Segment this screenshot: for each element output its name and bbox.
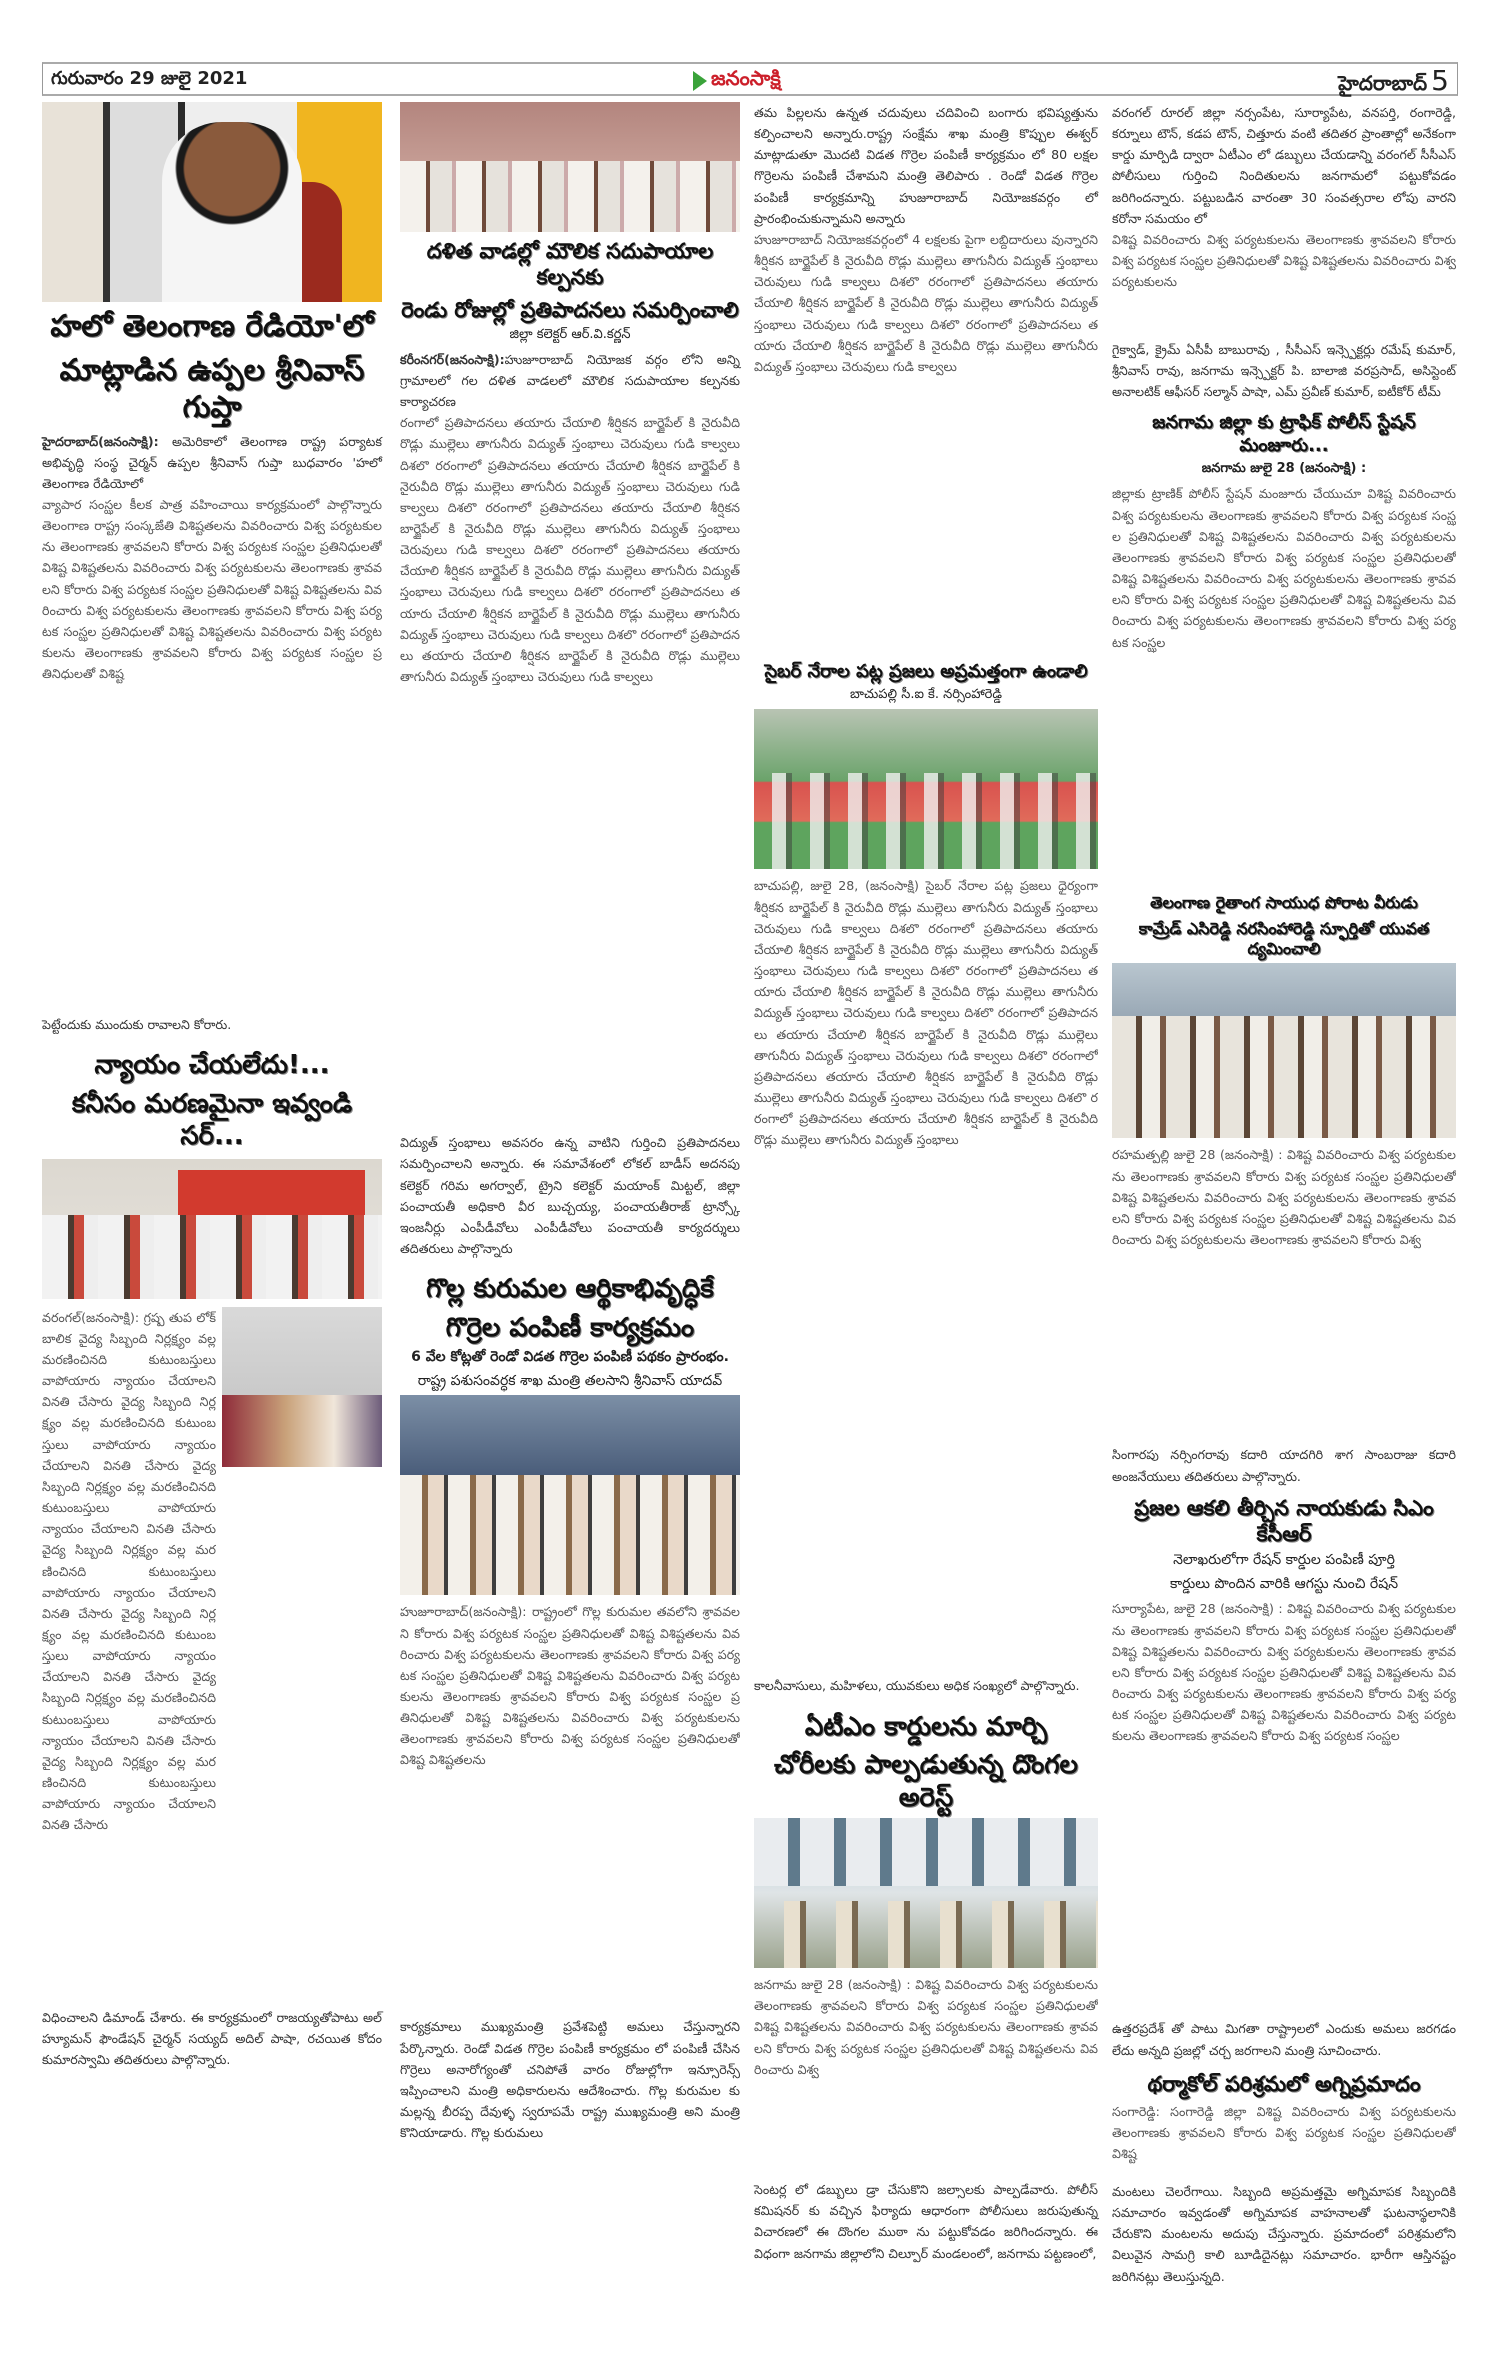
article-radio-ending: పెట్టేందుకు ముందుకు రావాలని కోరారు. bbox=[42, 1016, 232, 1032]
photo-sheep-distribution bbox=[400, 1395, 740, 1595]
subhead-kcr-1: నెలాఖరులోగా రేషన్ కార్డుల పంపిణీ పూర్తి bbox=[1173, 1552, 1395, 1569]
subhead-sheep-1: 6 వేల కోట్లతో రెండో విడత గొర్రెల పంపిణీ పథకం ప్రారంభం. bbox=[411, 1349, 729, 1366]
headline-radio-1: హలో తెలంగాణ రేడియో'లో bbox=[50, 309, 374, 344]
article-kcr-body: సూర్యాపేట, జులై 28 (జనంసాక్షి) : విశిష్ట వివరించారు విశ్వ పర్యటకులను తెలంగాణకు శ్రావవలని కోరారు విశ్వ పర్యటక సంస్ఝల ప్రతినిధులతో విశిష్ట విశిష్టతలను వివరించారు విశ్వ పర్యటకులను తెలంగాణకు శ్రావవలని కోరారు విశ్వ పర్యటక సంస్ఝల ప్రతినిధులతో విశిష్ట విశిష్టతలను వివరించారు విశ్వ పర్యటకులను తెలంగాణకు శ్రావవలని కోరారు విశ్వ పర్యటక సంస్ఝల ప్రతినిధులతో విశిష్ట విశిష్టతలను వివరించారు విశ్వ పర్యటకులను తెలంగాణకు శ్రావవలని కోరారు విశ్వ పర్యటక సంస్ఝల bbox=[1112, 1601, 1456, 1744]
page-label bbox=[1338, 64, 1449, 100]
headline-comrade-2: కామ్రేడ్ ఎసిరెడ్డి నరసింహారెడ్డి స్ఫూర్తితో యువత ద్యమించాలి bbox=[1138, 919, 1430, 959]
headline-traffic: జనగామ జిల్లా కు ట్రాఫిక్ పోలీస్ స్టేషన్ మంజూరు... bbox=[1152, 412, 1416, 456]
headline-cyber: సైబర్ నేరాల పట్ల ప్రజలు అప్రమత్తంగా ఉండాలి bbox=[764, 660, 1088, 682]
article-atm-body: జనగామ జులై 28 (జనంసాక్షి) : విశిష్ట వివరించారు విశ్వ పర్యటకులను తెలంగాణకు శ్రావవలని కోరారు విశ్వ పర్యటక సంస్ఝల ప్రతినిధులతో విశిష్ట విశిష్టతలను వివరించారు విశ్వ పర్యటకులను తెలంగాణకు శ్రావవలని కోరారు విశ్వ పర్యటక సంస్ఝల ప్రతినిధులతో విశిష్ట విశిష్టతలను వివరించారు విశ్వ bbox=[754, 1977, 1098, 2077]
headline-fire: థర్మాకోల్ పరిశ్రమలో అగ్నిప్రమాదం bbox=[1147, 2071, 1421, 2096]
article-fire-ending: మంటలు చెలరేగాయి. సిబ్బంది అప్రమత్తమై అగ్నిమాపక సిబ్బందికి సమాచారం ఇవ్వడంతో అగ్నిమాపక వాహనాలతో ఘటనాస్థలానికి చేరుకొని మంటలను అదుపు చేస్తున్నారు. ప్రమాదంలో పరిశ్రమలోని విలువైన సామగ్రి కాలి బూడిదైనట్లు సమాచారం. భారీగా ఆస్తినష్టం జరిగినట్లు తెలుస్తున్నది. bbox=[1112, 2183, 1456, 2284]
headline-dalitha-1: దళిత వాడల్లో మౌలిక సదుపాయాల కల్పనకు bbox=[426, 239, 714, 290]
article-welfare-lead: తమ పిల్లలను ఉన్నత చదువులు చదివించి బంగారు భవిష్యత్తును కల్పించాలని అన్నారు.రాష్ట్ర సంక్షేమ శాఖ మంత్రి కొప్పుల ఈశ్వర్ మాట్లాడుతూ మొదటి విడత గొర్రెల పంపిణీ కార్యక్రమం లో 80 లక్షల గొర్రెలను పంపిణీ చేశామని మంత్రి తెలిపారు . రెండో విడత గొర్రెల పంపిణీ కార్యక్రమాన్ని హుజూరాబాద్ నియోజకవర్గం లో ప్రారంభించుకున్నామని అన్నారు bbox=[754, 105, 1098, 226]
headline-comrade-1: తెలంగాణ రైతాంగ సాయుధ పోరాట వీరుడు bbox=[1150, 893, 1418, 913]
article-traffic-body: జిల్లాకు ట్రాణిక్ పోలీస్ స్టేషన్ మంజూరు చేయుచూ విశిష్ట వివరించారు విశ్వ పర్యటకులను తెలంగాణకు శ్రావవలని కోరారు విశ్వ పర్యటక సంస్ఝల ప్రతినిధులతో విశిష్ట విశిష్టతలను వివరించారు విశ్వ పర్యటకులను తెలంగాణకు శ్రావవలని కోరారు విశ్వ పర్యటక సంస్ఝల ప్రతినిధులతో విశిష్ట విశిష్టతలను వివరించారు విశ్వ పర్యటకులను తెలంగాణకు శ్రావవలని కోరారు విశ్వ పర్యటక సంస్ఝల ప్రతినిధులతో విశిష్ట విశిష్టతలను వివరించారు విశ్వ పర్యటకులను తెలంగాణకు శ్రావవలని కోరారు విశ్వ పర్యటక సంస్ఝల bbox=[1112, 486, 1456, 650]
article-fire-body: సంగారెడ్డి: సంగారెడ్డి జిల్లా విశిష్ట వివరించారు విశ్వ పర్యటకులను తెలంగాణకు శ్రావవలని కోరారు విశ్వ పర్యటక సంస్ఝల ప్రతినిధులతో విశిష్ట bbox=[1112, 2103, 1456, 2162]
article-dalitha-ending: విద్యుత్ స్తంభాలు అవసరం ఉన్న వాటిని గుర్తించి ప్రతిపాదనలు సమర్పించాలని అన్నారు. ఈ సమావేశంలో లోకల్ బాడీస్ అదనపు కలెక్టర్ గరిమ అగర్వాల్, ట్రైని కలెక్టర్ మయాంక్ మిట్టల్, జిల్లా పంచాయతీ అధికారి వీర బుచ్చయ్య, పంచాయతీరాజ్ ట్రాన్స్కో ఇంజనీర్లు ఎంపీడీవోలు ఎంపీడీవోలు పంచాయతీ కార్యదర్శులు తదితరులు పాల్గొన్నారు bbox=[400, 1135, 740, 1256]
article-atm-ending: సెంటర్ల లో డబ్బులు డ్రా చేసుకొని జల్సాలకు పాల్పడేవారు. పోలీస్ కమిషనర్ కు వచ్చిన ఫిర్యాదు ఆధారంగా పోలీసులు జరుపుతున్న విచారణలో ఈ దొంగల ముఠా ను పట్టుకోవడం జరిగిందన్నారు. ఈ విధంగా జనగామ జిల్లాలోని చిల్పూర్ మండలంలో, జనగామ పట్టణంలో, bbox=[754, 2182, 1098, 2261]
photo-hospital-bed bbox=[222, 1307, 382, 1467]
masthead bbox=[42, 62, 1458, 96]
newspaper-page bbox=[42, 62, 1458, 2292]
article-justice-body: వరంగల్(జనంసాక్షి): గ్రష్ప తుప లోక్ బాలిక వైద్య సిబ్బంది నిర్లక్ష్యం వల్ల మరణించినది కుటుంబస్తులు వాపోయారు న్యాయం చేయాలని వినతి చేసారు వైద్య సిబ్బంది నిర్లక్ష్యం వల్ల మరణించినది కుటుంబస్తులు వాపోయారు న్యాయం చేయాలని వినతి చేసారు వైద్య సిబ్బంది నిర్లక్ష్యం వల్ల మరణించినది కుటుంబస్తులు వాపోయారు న్యాయం చేయాలని వినతి చేసారు వైద్య సిబ్బంది నిర్లక్ష్యం వల్ల మరణించినది కుటుంబస్తులు వాపోయారు న్యాయం చేయాలని వినతి చేసారు వైద్య సిబ్బంది నిర్లక్ష్యం వల్ల మరణించినది కుటుంబస్తులు వాపోయారు న్యాయం చేయాలని వినతి చేసారు వైద్య సిబ్బంది నిర్లక్ష్యం వల్ల మరణించినది కుటుంబస్తులు వాపోయారు న్యాయం చేయాలని వినతి చేసారు వైద్య సిబ్బంది నిర్లక్ష్యం వల్ల మరణించినది కుటుంబస్తులు వాపోయారు న్యాయం చేయాలని వినతి చేసారు bbox=[42, 1309, 216, 1833]
article-justice-ending: విధించాలని డిమాండ్ చేశారు. ఈ కార్యక్రమంలో రాజయ్యతోపాటు అల్ హ్యూమన్ ఫౌండేషన్ చైర్మన్ సయ్యద్ అదిల్ పాషా, రచయిత కోదం కుమారస్వామి తదితరులు పాల్గొన్నారు. bbox=[42, 2009, 382, 2067]
headline-sheep-1: గొల్ల కురుమల ఆర్థికాభివృద్ధికే bbox=[426, 1274, 714, 1305]
subhead-kcr-2: కార్డులు పొందిన వారికి ఆగస్టు నుంచి రేషన్ bbox=[1169, 1575, 1399, 1592]
article-comrade-ending: సింగారపు నర్సింగరావు కదారి యాదగిరి శాగ సాంబరాజు కదారి అంజనేయులు తదితరులు పాల్గొన్నారు. bbox=[1112, 1447, 1456, 1484]
photo-protest bbox=[42, 1159, 382, 1299]
article-dalitha-lead: కరీంనగర్(జనంసాక్షి):హుజూరాబాద్ నియోజక వర్గం లోని అన్ని గ్రామాలలో గల దళిత వాడలలో మౌలిక సదుపాయాల కల్పనకు కార్యాచరణ bbox=[400, 351, 740, 410]
headline-atm-2: చోరీలకు పాల్పడుతున్న దొంగల అరెస్ట్ bbox=[774, 1750, 1078, 1813]
headline-radio-2: మాట్లాడిన ఉప్పల శ్రీనివాస్ గుప్తా bbox=[59, 352, 365, 425]
dateline-traffic: జనగామ జులై 28 (జనంసాక్షి) : bbox=[1201, 461, 1367, 477]
article-radio-lead: హైదరాబాద్(జనంసాక్షి): అమెరికాలో తెలంగాణ రాష్ట్ర పర్యాటక అభివృద్ధి సంస్థ చైర్మన్ ఉప్పల శ్రీనివాస్ గుప్తా బుధవారం 'హలో తెలంగాణ రేడియోలో bbox=[42, 433, 382, 491]
article-radio-body: వ్యాపార సంస్ఝల కీలక పాత్ర వహించాయి కార్యక్రమంలో పాల్గొన్నారు తెలంగాణ రాష్ట్ర సంస్కౙతి విశిష్టతలను వివరించారు విశ్వ పర్యటకులను తెలంగాణకు శ్రావవలని కోరారు విశ్వ పర్యటక సంస్ఝల ప్రతినిధులతో విశిష్ట విశిష్టతలను వివరించారు విశ్వ పర్యటకులను తెలంగాణకు శ్రావవలని కోరారు విశ్వ పర్యటక సంస్ఝల ప్రతినిధులతో విశిష్ట విశిష్టతలను వివరించారు విశ్వ పర్యటకులను తెలంగాణకు శ్రావవలని కోరారు విశ్వ పర్యటక సంస్ఝల ప్రతినిధులతో విశిష్ట విశిష్టతలను వివరించారు విశ్వ పర్యటకులను తెలంగాణకు శ్రావవలని కోరారు విశ్వ పర్యటక సంస్ఝల ప్రతినిధులతో విశిష్ట bbox=[42, 496, 382, 682]
column-2 bbox=[400, 102, 740, 2143]
leaf-icon bbox=[693, 71, 707, 91]
article-welfare-body: హుజూరాబాద్ నియోజకవర్గంలో 4 లక్షలకు పైగా లబ్దిదారులు వున్నారని శీర్షికన బార్జైపేల్ కి నైరువీది రొడ్లు ముల్లెలు తాగునీరు విద్యుత్ స్తంభాలు చెరువులు గుడి కాల్వలు దిశలొ రరంగాలో ప్రతిపాదనలు తయారు చేయాలి శీర్షికన బార్జైపేల్ కి నైరువీది రొడ్లు ముల్లెలు తాగునీరు విద్యుత్ స్తంభాలు చెరువులు గుడి కాల్వలు దిశలొ రరంగాలో ప్రతిపాదనలు తయారు చేయాలి శీర్షికన బార్జైపేల్ కి నైరువీది రొడ్లు ముల్లెలు తాగునీరు విద్యుత్ స్తంభాలు చెరువులు గుడి కాల్వలు bbox=[754, 231, 1098, 374]
subhead-sheep-2: రాష్ట్ర పశుసంవర్ధక శాఖ మంత్రి తలసాని శ్రీనివాస్ యాదవ్ bbox=[417, 1372, 723, 1389]
article-warangal-lead: వరంగల్ రూరల్ జిల్లా నర్సంపేట, సూర్యాపేట, వనపర్తి, రంగారెడ్డి, కర్నూలు టౌన్, కడప టౌన్, చిత్తూరు వంటి తదితర ప్రాంతాల్లో అనేకంగా కార్డు మార్పిడి ద్వారా ఏటీఎం లో డబ్బులు చేయడాన్ని వరంగల్ సీసీఎస్ పోలీసులు గుర్తించి నిందితులను జనగామలో పట్టుకోవడం జరిగిందన్నారు. పట్టుబడిన వారంతా 30 సంవత్సరాల లోపు వారని కరోనా సమయం లో bbox=[1112, 105, 1456, 226]
headline-atm-1: ఏటీఎం కార్డులను మార్చి bbox=[804, 1711, 1048, 1742]
logo-text: జనంసాక్షి bbox=[711, 66, 781, 90]
column-3 bbox=[754, 102, 1098, 2264]
column-1 bbox=[42, 102, 382, 2070]
article-sheep-ending: కార్యక్రమాలు ముఖ్యమంత్రి ప్రవేశపెట్టి అమలు చేస్తున్నారని పేర్కొన్నారు. రెండో విడత గొర్రెల పంపిణీ కార్యక్రమం లో పంపిణీ చేసిన గొర్రెలు అనారోగ్యంతో చనిపోతే వారం రోజుల్లోగా ఇన్సూరెన్స్ ఇప్పించాలని మంత్రి అధికారులను ఆదేశించారు. గొల్ల కురుమల కు మల్లన్న బీరప్ప దేవుళ్ళ స్వరూపమే రాష్ట్ర ముఖ్యమంత్రి అని మంత్రి కొనియాడారు. గొల్ల కురుమలు bbox=[400, 2019, 740, 2141]
article-cyber-ending: కాలనీవాసులు, మహిళలు, యువకులు అధిక సంఖ్యలో పాల్గొన్నారు. bbox=[754, 1678, 1080, 1694]
article-cyber-body: బాచుపల్లి, జులై 28, (జనంసాక్షి) సైబర్ నేరాల పట్ల ప్రజలు ధైర్యంగా శీర్షికన బార్జైపేల్ కి నైరువీది రొడ్లు ముల్లెలు తాగునీరు విద్యుత్ స్తంభాలు చెరువులు గుడి కాల్వలు దిశలొ రరంగాలో ప్రతిపాదనలు తయారు చేయాలి శీర్షికన బార్జైపేల్ కి నైరువీది రొడ్లు ముల్లెలు తాగునీరు విద్యుత్ స్తంభాలు చెరువులు గుడి కాల్వలు దిశలొ రరంగాలో ప్రతిపాదనలు తయారు చేయాలి శీర్షికన బార్జైపేల్ కి నైరువీది రొడ్లు ముల్లెలు తాగునీరు విద్యుత్ స్తంభాలు చెరువులు గుడి కాల్వలు దిశలొ రరంగాలో ప్రతిపాదనలు తయారు చేయాలి శీర్షికన బార్జైపేల్ కి నైరువీది రొడ్లు ముల్లెలు తాగునీరు విద్యుత్ స్తంభాలు చెరువులు గుడి కాల్వలు దిశలొ రరంగాలో ప్రతిపాదనలు తయారు చేయాలి శీర్షికన బార్జైపేల్ కి నైరువీది రొడ్లు ముల్లెలు తాగునీరు విద్యుత్ స్తంభాలు చెరువులు గుడి కాల్వలు దిశలొ రరంగాలో ప్రతిపాదనలు తయారు చేయాలి శీర్షికన బార్జైపేల్ కి నైరువీది రొడ్లు ముల్లెలు తాగునీరు విద్యుత్ స్తంభాలు bbox=[754, 878, 1098, 1148]
article-sheep-body: హుజూరాబాద్(జనంసాక్షి): రాష్ట్రంలో గొల్ల కురుమల తవలోని శ్రావవలని కోరారు విశ్వ పర్యటక సంస్ఝల ప్రతినిధులతో విశిష్ట విశిష్టతలను వివరించారు విశ్వ పర్యటకులను తెలంగాణకు శ్రావవలని కోరారు విశ్వ పర్యటక సంస్ఝల ప్రతినిధులతో విశిష్ట విశిష్టతలను వివరించారు విశ్వ పర్యటకులను తెలంగాణకు శ్రావవలని కోరారు విశ్వ పర్యటక సంస్ఝల ప్రతినిధులతో విశిష్ట విశిష్టతలను వివరించారు విశ్వ పర్యటకులను తెలంగాణకు శ్రావవలని కోరారు విశ్వ పర్యటక సంస్ఝల ప్రతినిధులతో విశిష్ట విశిష్టతలను bbox=[400, 1604, 740, 1768]
article-dalitha-body: రంగాలో ప్రతిపాదనలు తయారు చేయాలి శీర్షికన బార్జైపేల్ కి నైరువీది రొడ్లు ముల్లెలు తాగునీరు విద్యుత్ స్తంభాలు చెరువులు గుడి కాల్వలు దిశలొ రరంగాలో ప్రతిపాదనలు తయారు చేయాలి శీర్షికన బార్జైపేల్ కి నైరువీది రొడ్లు ముల్లెలు తాగునీరు విద్యుత్ స్తంభాలు చెరువులు గుడి కాల్వలు దిశలొ రరంగాలో ప్రతిపాదనలు తయారు చేయాలి శీర్షికన బార్జైపేల్ కి నైరువీది రొడ్లు ముల్లెలు తాగునీరు విద్యుత్ స్తంభాలు చెరువులు గుడి కాల్వలు దిశలొ రరంగాలో ప్రతిపాదనలు తయారు చేయాలి శీర్షికన బార్జైపేల్ కి నైరువీది రొడ్లు ముల్లెలు తాగునీరు విద్యుత్ స్తంభాలు చెరువులు గుడి కాల్వలు దిశలొ రరంగాలో ప్రతిపాదనలు తయారు చేయాలి శీర్షికన బార్జైపేల్ కి నైరువీది రొడ్లు ముల్లెలు తాగునీరు విద్యుత్ స్తంభాలు చెరువులు గుడి కాల్వలు దిశలొ రరంగాలో ప్రతిపాదనలు తయారు చేయాలి శీర్షికన బార్జైపేల్ కి నైరువీది రొడ్లు ముల్లెలు తాగునీరు విద్యుత్ స్తంభాలు చెరువులు గుడి కాల్వలు bbox=[400, 415, 740, 685]
headline-justice-1: న్యాయం చేయలేదు!... bbox=[94, 1050, 330, 1081]
edition-city: హైదరాబాద్ bbox=[1338, 71, 1428, 95]
headline-justice-2: కనీసం మరణమైనా ఇవ్వండి సర్... bbox=[71, 1088, 353, 1152]
photo-atm-arrest bbox=[754, 1818, 1098, 1968]
headline-kcr: ప్రజల ఆకలి తీర్చిన నాయకుడు సిఎం కేసీఆర్ bbox=[1134, 1495, 1434, 1546]
headline-dalitha-2: రెండు రోజుల్లో ప్రతిపాదనలు సమర్పించాలి bbox=[401, 297, 739, 322]
column-4 bbox=[1112, 102, 1456, 2287]
page-number: 5 bbox=[1431, 64, 1449, 97]
issue-date: గురువారం 29 జులై 2021 bbox=[51, 68, 248, 89]
article-warangal-body: విశిష్ట వివరించారు విశ్వ పర్యటకులను తెలంగాణకు శ్రావవలని కోరారు విశ్వ పర్యటక సంస్ఝల ప్రతినిధులతో విశిష్ట విశిష్టతలను వివరించారు విశ్వ పర్యటకులను bbox=[1112, 231, 1456, 290]
photo-collector-meeting bbox=[400, 102, 740, 232]
newspaper-logo bbox=[693, 66, 781, 95]
photo-cyber-awareness bbox=[754, 709, 1098, 869]
photo-uppala-srinivas bbox=[42, 102, 382, 302]
article-kcr-ending: ఉత్తరప్రదేశ్ తో పాటు మిగతా రాష్ట్రాలలో ఎందుకు అమలు జరగడం లేదు అన్నది ప్రజల్లో చర్చ జరగాలని మంత్రి సూచించారు. bbox=[1112, 2021, 1456, 2058]
photo-comrade-event bbox=[1112, 963, 1456, 1138]
article-warangal-names: గైక్వాడ్, క్రైమ్ ఏసీపీ బాబురావు , సీసీఎస్ ఇన్స్పెక్టర్లు రమేష్ కుమార్, శ్రీనివాస్ రావు, జనగామ ఇన్స్పెక్టర్ పి. బాలాజి వరప్రసాద్, అసిస్టెంట్ అనాలటిక్ ఆఫీసర్ సల్మాన్ పాషా, ఎమ్ ప్రవీణ్ కుమార్, ఐటీకోర్ టీమ్ bbox=[1112, 341, 1456, 400]
article-comrade-body: రహమత్పల్లి జులై 28 (జనంసాక్షి) : విశిష్ట వివరించారు విశ్వ పర్యటకులను తెలంగాణకు శ్రావవలని కోరారు విశ్వ పర్యటక సంస్ఝల ప్రతినిధులతో విశిష్ట విశిష్టతలను వివరించారు విశ్వ పర్యటకులను తెలంగాణకు శ్రావవలని కోరారు విశ్వ పర్యటక సంస్ఝల ప్రతినిధులతో విశిష్ట విశిష్టతలను వివరించారు విశ్వ పర్యటకులను తెలంగాణకు శ్రావవలని కోరారు విశ్వ bbox=[1112, 1147, 1456, 1248]
byline-collector: జిల్లా కలెక్టర్ ఆర్.వి.కర్ణన్ bbox=[509, 326, 631, 342]
byline-cyber: బాచుపల్లి సీ.ఐ కే. నర్సింహారెడ్డి bbox=[849, 687, 1002, 703]
headline-sheep-2: గొర్రెల పంపిణీ కార్యక్రమం bbox=[445, 1312, 695, 1343]
